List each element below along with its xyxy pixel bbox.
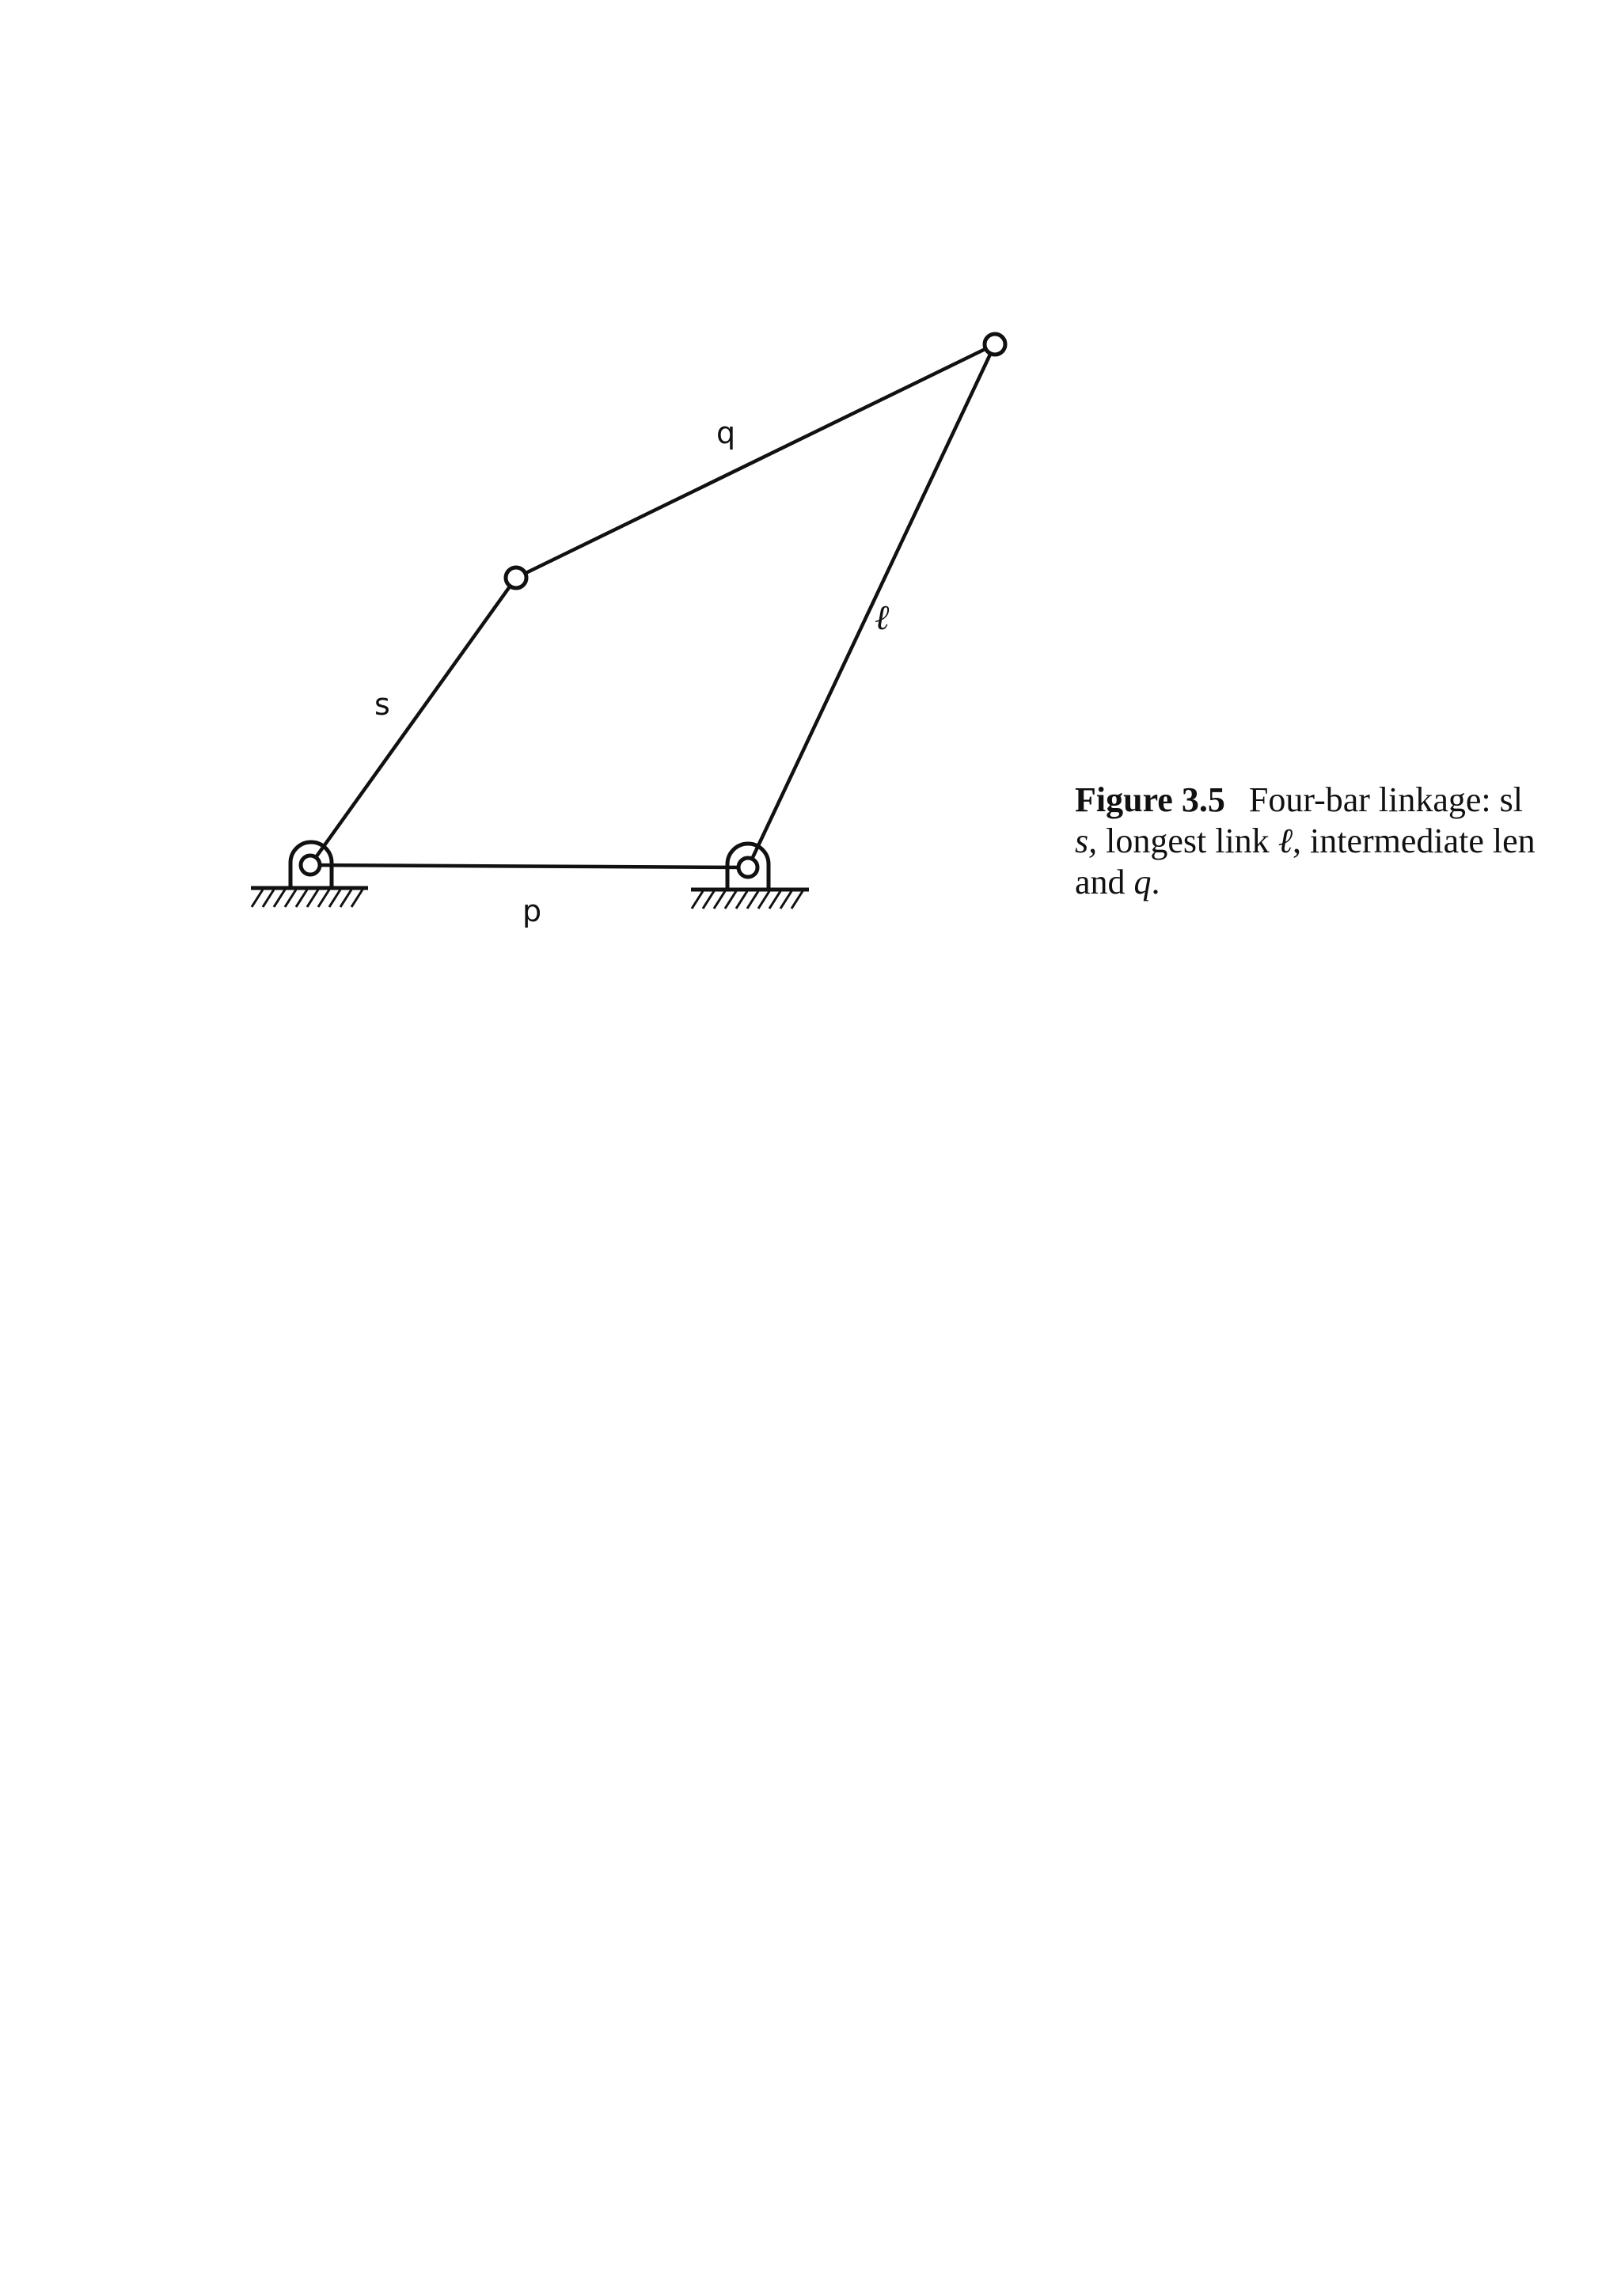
label-q: q xyxy=(716,416,736,450)
caption-line-1 xyxy=(1075,780,1621,821)
caption-var-s: s, xyxy=(1075,822,1098,860)
label-s: s xyxy=(374,687,390,722)
link-p xyxy=(310,865,748,867)
pin-joint-s-q xyxy=(506,567,526,588)
caption-line-3 xyxy=(1075,862,1621,903)
link-q xyxy=(516,344,995,578)
figure-caption xyxy=(1075,780,1621,903)
caption-var-l: ℓ xyxy=(1277,822,1293,860)
right-ground-hatching xyxy=(692,891,803,909)
caption-line-2-text-b: , intermediate len xyxy=(1293,822,1536,860)
caption-line-2-text-a: longest link xyxy=(1097,822,1278,860)
left-ground-hatching xyxy=(252,890,363,907)
link-l xyxy=(748,344,995,867)
caption-line-2 xyxy=(1075,821,1621,862)
pin-joint-ground-right xyxy=(738,858,757,877)
pin-joint-q-l xyxy=(985,334,1005,355)
label-l: ℓ xyxy=(875,598,890,638)
figure-number: Figure 3.5 xyxy=(1075,780,1225,819)
caption-line-3-text: and xyxy=(1075,863,1134,901)
label-p: p xyxy=(522,894,542,928)
link-s xyxy=(310,578,516,865)
caption-line-1-text: Four-bar linkage: sl xyxy=(1248,780,1523,819)
caption-var-q: q xyxy=(1133,863,1152,901)
pin-joint-ground-left xyxy=(301,856,320,875)
caption-line-3-end: . xyxy=(1151,863,1160,901)
